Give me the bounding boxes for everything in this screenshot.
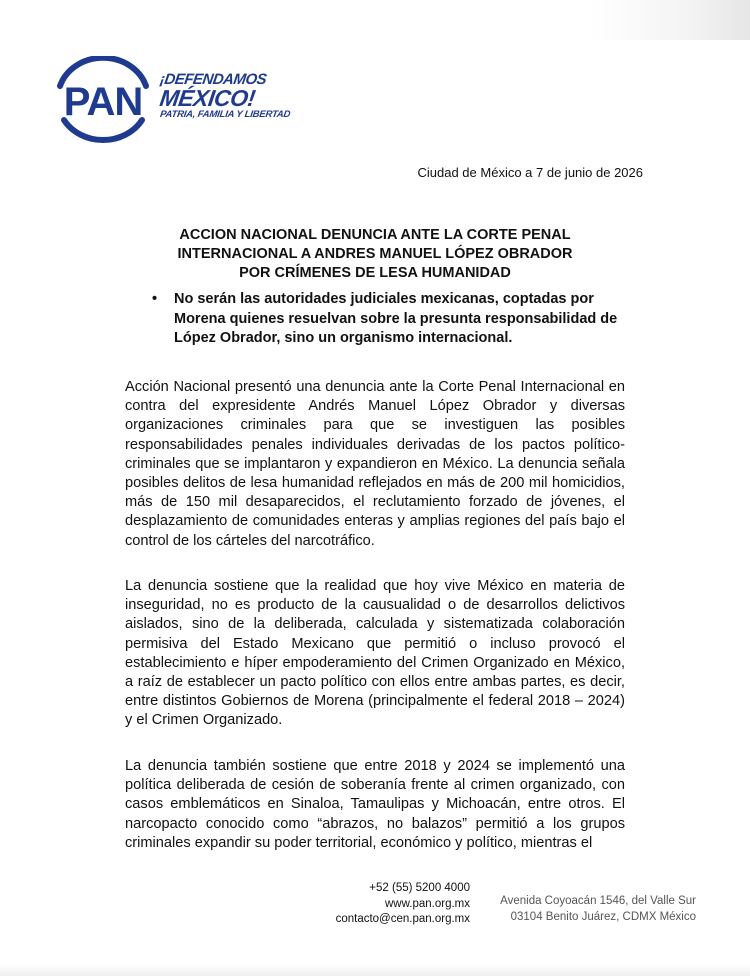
slogan-line-1: ¡DEFENDAMOS [158,71,268,88]
slogan [160,72,290,121]
summary-bullet-text: No serán las autoridades judiciales mexicanas, coptadas por Morena quienes resuelvan sobre la presunta responsabilidad de López Obrador, sino un organismo internacional. [174,291,618,346]
document-title [120,226,630,283]
title-line-3: POR CRÍMENES DE LESA HUMANIDAD [239,265,511,281]
footer-address-line-1: Avenida Coyoacán 1546, del Valle Sur [500,895,696,907]
pan-logo-emblem [48,56,158,146]
pan-logo-text: PAN [63,80,143,124]
document-date: Ciudad de México a 7 de junio de 2026 [417,165,643,180]
page-edge-shadow [590,0,750,40]
summary-bullet-list [152,290,622,349]
footer-address-line-2: 03104 Benito Juárez, CDMX México [510,910,696,923]
footer-email[interactable]: contacto@cen.pan.org.mx [335,913,470,925]
body-paragraph-1: Acción Nacional presentó una denuncia ante la Corte Penal Internacional en contra del expresidente Andrés Manuel López Obrador y diversas organizaciones criminales para que se investiguen las posibles responsabilidades penales individuales derivadas de los pactos político-criminales que se implantaron y expandieron en México. La denuncia señala posibles delitos de lesa humanidad reflejados en más de 200 mil homicidios, más de 150 mil desaparecidos, el reclutamiento forzado de jóvenes, el desplazamiento de comunidades enteras y amplias regiones del país bajo el control de los cárteles del narcotráfico. [125,379,625,549]
slogan-line-3: PATRIA, FAMILIA Y LIBERTAD [159,109,291,120]
footer-phone: +52 (55) 5200 4000 [369,882,470,894]
title-line-2: INTERNACIONAL A ANDRES MANUEL LÓPEZ OBRADOR [177,246,573,262]
footer-contact [336,881,470,928]
footer-address [500,894,696,925]
footer-website[interactable]: www.pan.org.mx [384,897,470,910]
slogan-line-2: MÉXICO! [158,85,257,111]
bullet-dot-icon: • [152,291,158,307]
title-line-1: ACCION NACIONAL DENUNCIA ANTE LA CORTE PENAL [179,227,571,243]
page-bottom-shadow [0,964,750,976]
body-paragraph-3: La denuncia también sostiene que entre 2018 y 2024 se implementó una política deliberada de cesión de soberanía frente al crimen organizado, con casos emblemáticos en Sinaloa, Tamaulipas y Michoacán, entre otros. El narcopacto conocido como “abrazos, no balazos” permitió a los grupos criminales expandir su poder territorial, económico y político, mientras el [125,758,625,851]
summary-bullet [152,290,622,349]
body-paragraph-2: La denuncia sostiene que la realidad que hoy vive México en materia de inseguridad, no es producto de la causualidad o de desarrollos delictivos aislados, sino de la deliberada, calculada y sistematizada colaboración permisiva del Estado Mexicano que permitió o incluso provocó el establecimiento e híper empoderamiento del Crimen Organizado en México, a raíz de establecer un pacto político con ellos entre ambas partes, es decir, entre distintos Gobiernos de Morena (principalmente el federal 2018 – 2024) y el Crimen Organizado. [125,578,625,729]
